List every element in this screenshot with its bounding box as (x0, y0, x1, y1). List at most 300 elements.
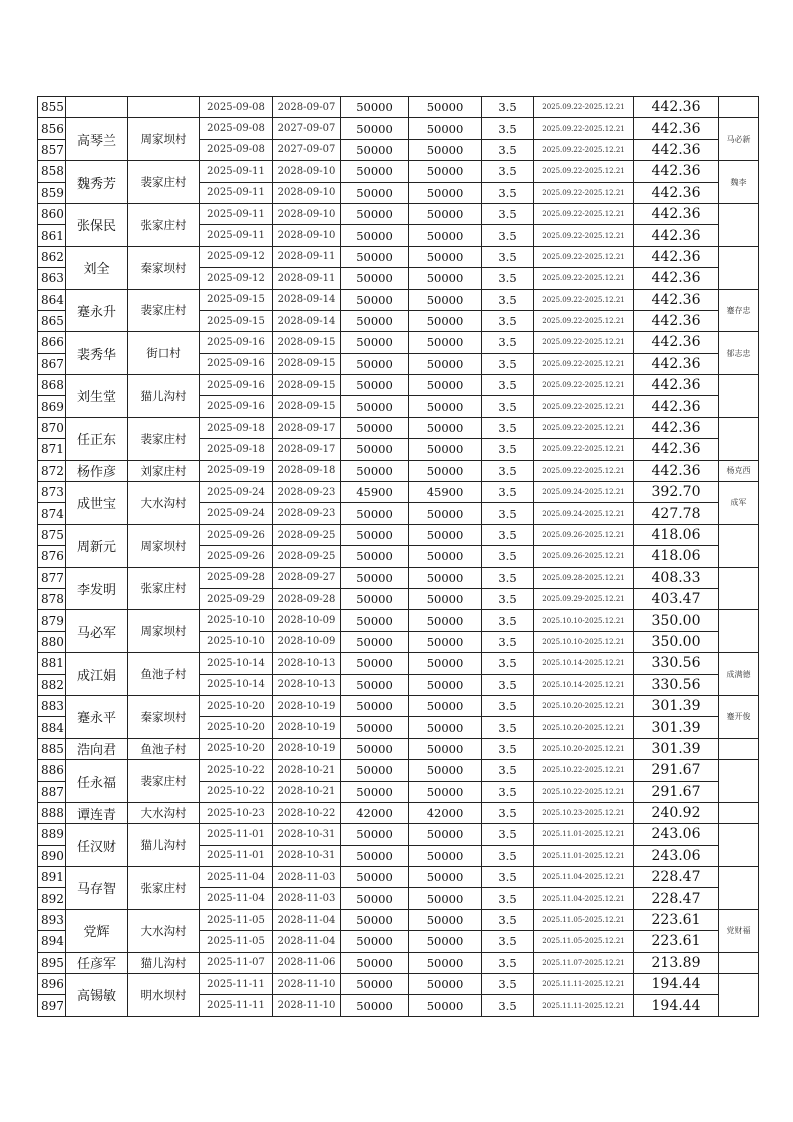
interest-amount: 223.61 (634, 909, 719, 930)
row-number: 897 (38, 995, 66, 1016)
end-date: 2027-09-07 (273, 139, 341, 160)
interest-amount: 392.70 (634, 482, 719, 503)
interest-period: 2025.09.24-2025.12.21 (534, 482, 634, 503)
village: 张家庄村 (128, 567, 200, 610)
start-date: 2025-11-04 (200, 888, 273, 909)
start-date: 2025-09-15 (200, 289, 273, 310)
interest-rate: 3.5 (482, 738, 534, 759)
start-date: 2025-11-05 (200, 931, 273, 952)
interest-period: 2025.09.22-2025.12.21 (534, 396, 634, 417)
interest-period: 2025.09.22-2025.12.21 (534, 161, 634, 182)
interest-amount: 442.36 (634, 118, 719, 139)
row-number: 866 (38, 332, 66, 353)
loan-amount: 50000 (341, 760, 409, 781)
start-date: 2025-09-16 (200, 396, 273, 417)
table-row (38, 610, 759, 631)
start-date: 2025-11-07 (200, 952, 273, 973)
interest-period: 2025.09.22-2025.12.21 (534, 417, 634, 438)
loan-balance: 50000 (409, 653, 482, 674)
row-number: 859 (38, 182, 66, 203)
loan-balance: 50000 (409, 203, 482, 224)
loan-amount: 50000 (341, 503, 409, 524)
remark: 郁志忠 (719, 332, 759, 375)
remark: 成军 (719, 482, 759, 525)
remark (719, 610, 759, 653)
end-date: 2028-09-14 (273, 310, 341, 331)
interest-period: 2025.10.23-2025.12.21 (534, 802, 634, 823)
remark: 成满德 (719, 653, 759, 696)
row-number: 876 (38, 546, 66, 567)
borrower-name: 蹇永升 (66, 289, 128, 332)
loan-amount: 50000 (341, 867, 409, 888)
interest-period: 2025.09.22-2025.12.21 (534, 203, 634, 224)
row-number: 892 (38, 888, 66, 909)
remark: 马必新 (719, 118, 759, 161)
interest-rate: 3.5 (482, 717, 534, 738)
loan-amount: 50000 (341, 995, 409, 1016)
table-row (38, 460, 759, 481)
interest-rate: 3.5 (482, 631, 534, 652)
interest-rate: 3.5 (482, 460, 534, 481)
table-row (38, 332, 759, 353)
loan-balance: 50000 (409, 310, 482, 331)
interest-amount: 213.89 (634, 952, 719, 973)
remark (719, 203, 759, 246)
start-date: 2025-09-24 (200, 482, 273, 503)
interest-rate: 3.5 (482, 952, 534, 973)
table-row (38, 567, 759, 588)
row-number: 887 (38, 781, 66, 802)
interest-period: 2025.09.22-2025.12.21 (534, 182, 634, 203)
loan-balance: 42000 (409, 802, 482, 823)
interest-period: 2025.09.22-2025.12.21 (534, 375, 634, 396)
end-date: 2028-10-21 (273, 781, 341, 802)
loan-balance: 50000 (409, 332, 482, 353)
start-date: 2025-09-11 (200, 225, 273, 246)
interest-period: 2025.10.14-2025.12.21 (534, 674, 634, 695)
table-row (38, 375, 759, 396)
loan-balance: 50000 (409, 760, 482, 781)
loan-balance: 50000 (409, 118, 482, 139)
borrower-name: 成世宝 (66, 482, 128, 525)
row-number: 885 (38, 738, 66, 759)
row-number: 857 (38, 139, 66, 160)
interest-rate: 3.5 (482, 695, 534, 716)
interest-amount: 442.36 (634, 246, 719, 267)
interest-rate: 3.5 (482, 845, 534, 866)
row-number: 882 (38, 674, 66, 695)
table-row (38, 289, 759, 310)
start-date: 2025-09-18 (200, 439, 273, 460)
interest-rate: 3.5 (482, 225, 534, 246)
interest-amount: 442.36 (634, 161, 719, 182)
row-number: 872 (38, 460, 66, 481)
village (128, 97, 200, 118)
remark (719, 738, 759, 759)
interest-amount: 442.36 (634, 332, 719, 353)
interest-amount: 408.33 (634, 567, 719, 588)
start-date: 2025-09-18 (200, 417, 273, 438)
end-date: 2028-11-04 (273, 931, 341, 952)
interest-period: 2025.09.22-2025.12.21 (534, 460, 634, 481)
start-date: 2025-09-26 (200, 546, 273, 567)
borrower-name: 任汉财 (66, 824, 128, 867)
interest-period: 2025.09.22-2025.12.21 (534, 310, 634, 331)
interest-rate: 3.5 (482, 417, 534, 438)
end-date: 2028-09-27 (273, 567, 341, 588)
end-date: 2028-09-15 (273, 396, 341, 417)
loan-balance: 50000 (409, 867, 482, 888)
interest-rate: 3.5 (482, 567, 534, 588)
row-number: 895 (38, 952, 66, 973)
start-date: 2025-09-11 (200, 203, 273, 224)
interest-amount: 442.36 (634, 139, 719, 160)
village: 张家庄村 (128, 203, 200, 246)
end-date: 2028-09-10 (273, 161, 341, 182)
table-row (38, 952, 759, 973)
loan-amount: 50000 (341, 974, 409, 995)
interest-rate: 3.5 (482, 824, 534, 845)
start-date: 2025-09-19 (200, 460, 273, 481)
village: 秦家坝村 (128, 246, 200, 289)
end-date: 2028-09-11 (273, 268, 341, 289)
loan-balance: 50000 (409, 974, 482, 995)
interest-amount: 442.36 (634, 417, 719, 438)
loan-balance: 50000 (409, 289, 482, 310)
row-number: 893 (38, 909, 66, 930)
row-number: 869 (38, 396, 66, 417)
interest-period: 2025.11.07-2025.12.21 (534, 952, 634, 973)
interest-period: 2025.09.22-2025.12.21 (534, 268, 634, 289)
interest-rate: 3.5 (482, 439, 534, 460)
interest-amount: 418.06 (634, 546, 719, 567)
interest-rate: 3.5 (482, 588, 534, 609)
start-date: 2025-09-12 (200, 246, 273, 267)
row-number: 890 (38, 845, 66, 866)
start-date: 2025-09-29 (200, 588, 273, 609)
end-date: 2028-09-15 (273, 353, 341, 374)
loan-amount: 50000 (341, 182, 409, 203)
loan-amount: 50000 (341, 738, 409, 759)
borrower-name: 魏秀芳 (66, 161, 128, 204)
interest-period: 2025.10.20-2025.12.21 (534, 738, 634, 759)
end-date: 2028-11-06 (273, 952, 341, 973)
borrower-name: 任永福 (66, 760, 128, 803)
interest-rate: 3.5 (482, 161, 534, 182)
village: 裴家庄村 (128, 417, 200, 460)
row-number: 868 (38, 375, 66, 396)
loan-amount: 50000 (341, 353, 409, 374)
end-date: 2028-10-09 (273, 610, 341, 631)
row-number: 883 (38, 695, 66, 716)
borrower-name: 高琴兰 (66, 118, 128, 161)
row-number: 879 (38, 610, 66, 631)
end-date: 2028-09-28 (273, 588, 341, 609)
borrower-name: 成江娟 (66, 653, 128, 696)
interest-period: 2025.10.10-2025.12.21 (534, 631, 634, 652)
village: 大水沟村 (128, 482, 200, 525)
start-date: 2025-10-23 (200, 802, 273, 823)
borrower-name: 裴秀华 (66, 332, 128, 375)
loan-amount: 50000 (341, 717, 409, 738)
village: 裴家庄村 (128, 760, 200, 803)
row-number: 873 (38, 482, 66, 503)
village: 街口村 (128, 332, 200, 375)
start-date: 2025-09-16 (200, 375, 273, 396)
interest-amount: 301.39 (634, 717, 719, 738)
table-row (38, 482, 759, 503)
loan-balance: 45900 (409, 482, 482, 503)
start-date: 2025-09-08 (200, 118, 273, 139)
loan-balance: 50000 (409, 738, 482, 759)
interest-amount: 442.36 (634, 203, 719, 224)
start-date: 2025-09-28 (200, 567, 273, 588)
interest-amount: 194.44 (634, 974, 719, 995)
start-date: 2025-10-22 (200, 781, 273, 802)
interest-rate: 3.5 (482, 610, 534, 631)
village: 周家坝村 (128, 610, 200, 653)
loan-amount: 42000 (341, 802, 409, 823)
row-number: 867 (38, 353, 66, 374)
loan-balance: 50000 (409, 567, 482, 588)
remark (719, 567, 759, 610)
interest-period: 2025.10.14-2025.12.21 (534, 653, 634, 674)
row-number: 863 (38, 268, 66, 289)
remark (719, 760, 759, 803)
interest-period: 2025.09.26-2025.12.21 (534, 546, 634, 567)
interest-period: 2025.11.01-2025.12.21 (534, 845, 634, 866)
interest-period: 2025.11.04-2025.12.21 (534, 867, 634, 888)
start-date: 2025-11-11 (200, 995, 273, 1016)
start-date: 2025-09-11 (200, 161, 273, 182)
table-row (38, 867, 759, 888)
end-date: 2028-11-10 (273, 995, 341, 1016)
loan-amount: 50000 (341, 524, 409, 545)
start-date: 2025-10-14 (200, 653, 273, 674)
loan-amount: 50000 (341, 824, 409, 845)
start-date: 2025-09-11 (200, 182, 273, 203)
table-row (38, 524, 759, 545)
start-date: 2025-11-01 (200, 824, 273, 845)
start-date: 2025-10-10 (200, 610, 273, 631)
row-number: 858 (38, 161, 66, 182)
interest-amount: 418.06 (634, 524, 719, 545)
loan-balance: 50000 (409, 503, 482, 524)
start-date: 2025-10-20 (200, 738, 273, 759)
end-date: 2028-09-10 (273, 203, 341, 224)
start-date: 2025-10-22 (200, 760, 273, 781)
row-number: 886 (38, 760, 66, 781)
row-number: 874 (38, 503, 66, 524)
interest-amount: 427.78 (634, 503, 719, 524)
start-date: 2025-10-14 (200, 674, 273, 695)
start-date: 2025-11-04 (200, 867, 273, 888)
row-number: 888 (38, 802, 66, 823)
loan-amount: 50000 (341, 310, 409, 331)
end-date: 2028-11-03 (273, 888, 341, 909)
table-row (38, 738, 759, 759)
loan-balance: 50000 (409, 182, 482, 203)
end-date: 2028-09-23 (273, 503, 341, 524)
start-date: 2025-09-26 (200, 524, 273, 545)
end-date: 2028-09-15 (273, 332, 341, 353)
row-number: 880 (38, 631, 66, 652)
interest-rate: 3.5 (482, 931, 534, 952)
end-date: 2028-09-15 (273, 375, 341, 396)
start-date: 2025-09-16 (200, 332, 273, 353)
loan-balance: 50000 (409, 695, 482, 716)
remark (719, 97, 759, 118)
loan-amount: 50000 (341, 139, 409, 160)
row-number: 881 (38, 653, 66, 674)
borrower-name: 谭连青 (66, 802, 128, 823)
loan-balance: 50000 (409, 161, 482, 182)
borrower-name: 浩向君 (66, 738, 128, 759)
loan-balance: 50000 (409, 588, 482, 609)
remark (719, 417, 759, 460)
loan-balance: 50000 (409, 353, 482, 374)
remark: 蹇存忠 (719, 289, 759, 332)
village: 大水沟村 (128, 909, 200, 952)
end-date: 2028-10-21 (273, 760, 341, 781)
borrower-name: 马存智 (66, 867, 128, 910)
start-date: 2025-11-01 (200, 845, 273, 866)
end-date: 2028-10-31 (273, 824, 341, 845)
start-date: 2025-10-10 (200, 631, 273, 652)
start-date: 2025-09-24 (200, 503, 273, 524)
loan-amount: 50000 (341, 460, 409, 481)
remark (719, 524, 759, 567)
borrower-name: 李发明 (66, 567, 128, 610)
loan-amount: 45900 (341, 482, 409, 503)
table-row (38, 161, 759, 182)
loan-amount: 50000 (341, 161, 409, 182)
village: 明水坝村 (128, 974, 200, 1017)
end-date: 2028-11-10 (273, 974, 341, 995)
interest-amount: 442.36 (634, 375, 719, 396)
loan-interest-table (37, 96, 759, 1017)
table-row (38, 760, 759, 781)
row-number: 870 (38, 417, 66, 438)
borrower-name (66, 97, 128, 118)
borrower-name: 任正东 (66, 417, 128, 460)
end-date: 2028-09-25 (273, 524, 341, 545)
end-date: 2028-10-13 (273, 674, 341, 695)
interest-amount: 301.39 (634, 695, 719, 716)
interest-amount: 240.92 (634, 802, 719, 823)
interest-rate: 3.5 (482, 139, 534, 160)
loan-balance: 50000 (409, 631, 482, 652)
end-date: 2028-09-11 (273, 246, 341, 267)
remark: 杨克西 (719, 460, 759, 481)
village: 猫儿沟村 (128, 375, 200, 418)
interest-period: 2025.11.04-2025.12.21 (534, 888, 634, 909)
loan-amount: 50000 (341, 246, 409, 267)
end-date: 2028-10-19 (273, 695, 341, 716)
loan-amount: 50000 (341, 631, 409, 652)
row-number: 861 (38, 225, 66, 246)
interest-period: 2025.09.22-2025.12.21 (534, 246, 634, 267)
end-date: 2028-10-09 (273, 631, 341, 652)
remark (719, 375, 759, 418)
start-date: 2025-09-16 (200, 353, 273, 374)
start-date: 2025-09-08 (200, 139, 273, 160)
interest-rate: 3.5 (482, 375, 534, 396)
table-row (38, 695, 759, 716)
interest-rate: 3.5 (482, 353, 534, 374)
remark (719, 952, 759, 973)
remark: 蹇开俊 (719, 695, 759, 738)
start-date: 2025-10-20 (200, 717, 273, 738)
village: 秦家坝村 (128, 695, 200, 738)
village: 周家坝村 (128, 118, 200, 161)
loan-balance: 50000 (409, 439, 482, 460)
row-number: 862 (38, 246, 66, 267)
interest-amount: 243.06 (634, 845, 719, 866)
loan-amount: 50000 (341, 610, 409, 631)
loan-balance: 50000 (409, 246, 482, 267)
loan-balance: 50000 (409, 717, 482, 738)
village: 裴家庄村 (128, 289, 200, 332)
end-date: 2028-11-04 (273, 909, 341, 930)
interest-period: 2025.10.20-2025.12.21 (534, 695, 634, 716)
interest-period: 2025.09.22-2025.12.21 (534, 118, 634, 139)
interest-rate: 3.5 (482, 482, 534, 503)
interest-period: 2025.10.20-2025.12.21 (534, 717, 634, 738)
table-row (38, 246, 759, 267)
loan-balance: 50000 (409, 952, 482, 973)
row-number: 864 (38, 289, 66, 310)
loan-balance: 50000 (409, 824, 482, 845)
end-date: 2028-10-13 (273, 653, 341, 674)
remark (719, 802, 759, 823)
interest-amount: 442.36 (634, 97, 719, 118)
interest-period: 2025.10.22-2025.12.21 (534, 760, 634, 781)
loan-balance: 50000 (409, 97, 482, 118)
remark (719, 824, 759, 867)
village: 大水沟村 (128, 802, 200, 823)
interest-period: 2025.11.05-2025.12.21 (534, 909, 634, 930)
village: 猫儿沟村 (128, 952, 200, 973)
interest-amount: 442.36 (634, 310, 719, 331)
interest-rate: 3.5 (482, 182, 534, 203)
interest-amount: 228.47 (634, 888, 719, 909)
start-date: 2025-09-08 (200, 97, 273, 118)
village: 刘家庄村 (128, 460, 200, 481)
remark: 魏李 (719, 161, 759, 204)
village: 鱼池子村 (128, 738, 200, 759)
borrower-name: 刘全 (66, 246, 128, 289)
interest-rate: 3.5 (482, 268, 534, 289)
interest-amount: 243.06 (634, 824, 719, 845)
borrower-name: 周新元 (66, 524, 128, 567)
end-date: 2028-09-23 (273, 482, 341, 503)
row-number: 865 (38, 310, 66, 331)
interest-rate: 3.5 (482, 888, 534, 909)
loan-amount: 50000 (341, 909, 409, 930)
loan-balance: 50000 (409, 674, 482, 695)
row-number: 878 (38, 588, 66, 609)
row-number: 855 (38, 97, 66, 118)
loan-balance: 50000 (409, 524, 482, 545)
table-row (38, 203, 759, 224)
interest-amount: 228.47 (634, 867, 719, 888)
loan-amount: 50000 (341, 588, 409, 609)
loan-balance: 50000 (409, 268, 482, 289)
interest-rate: 3.5 (482, 503, 534, 524)
interest-amount: 442.36 (634, 439, 719, 460)
loan-amount: 50000 (341, 225, 409, 246)
